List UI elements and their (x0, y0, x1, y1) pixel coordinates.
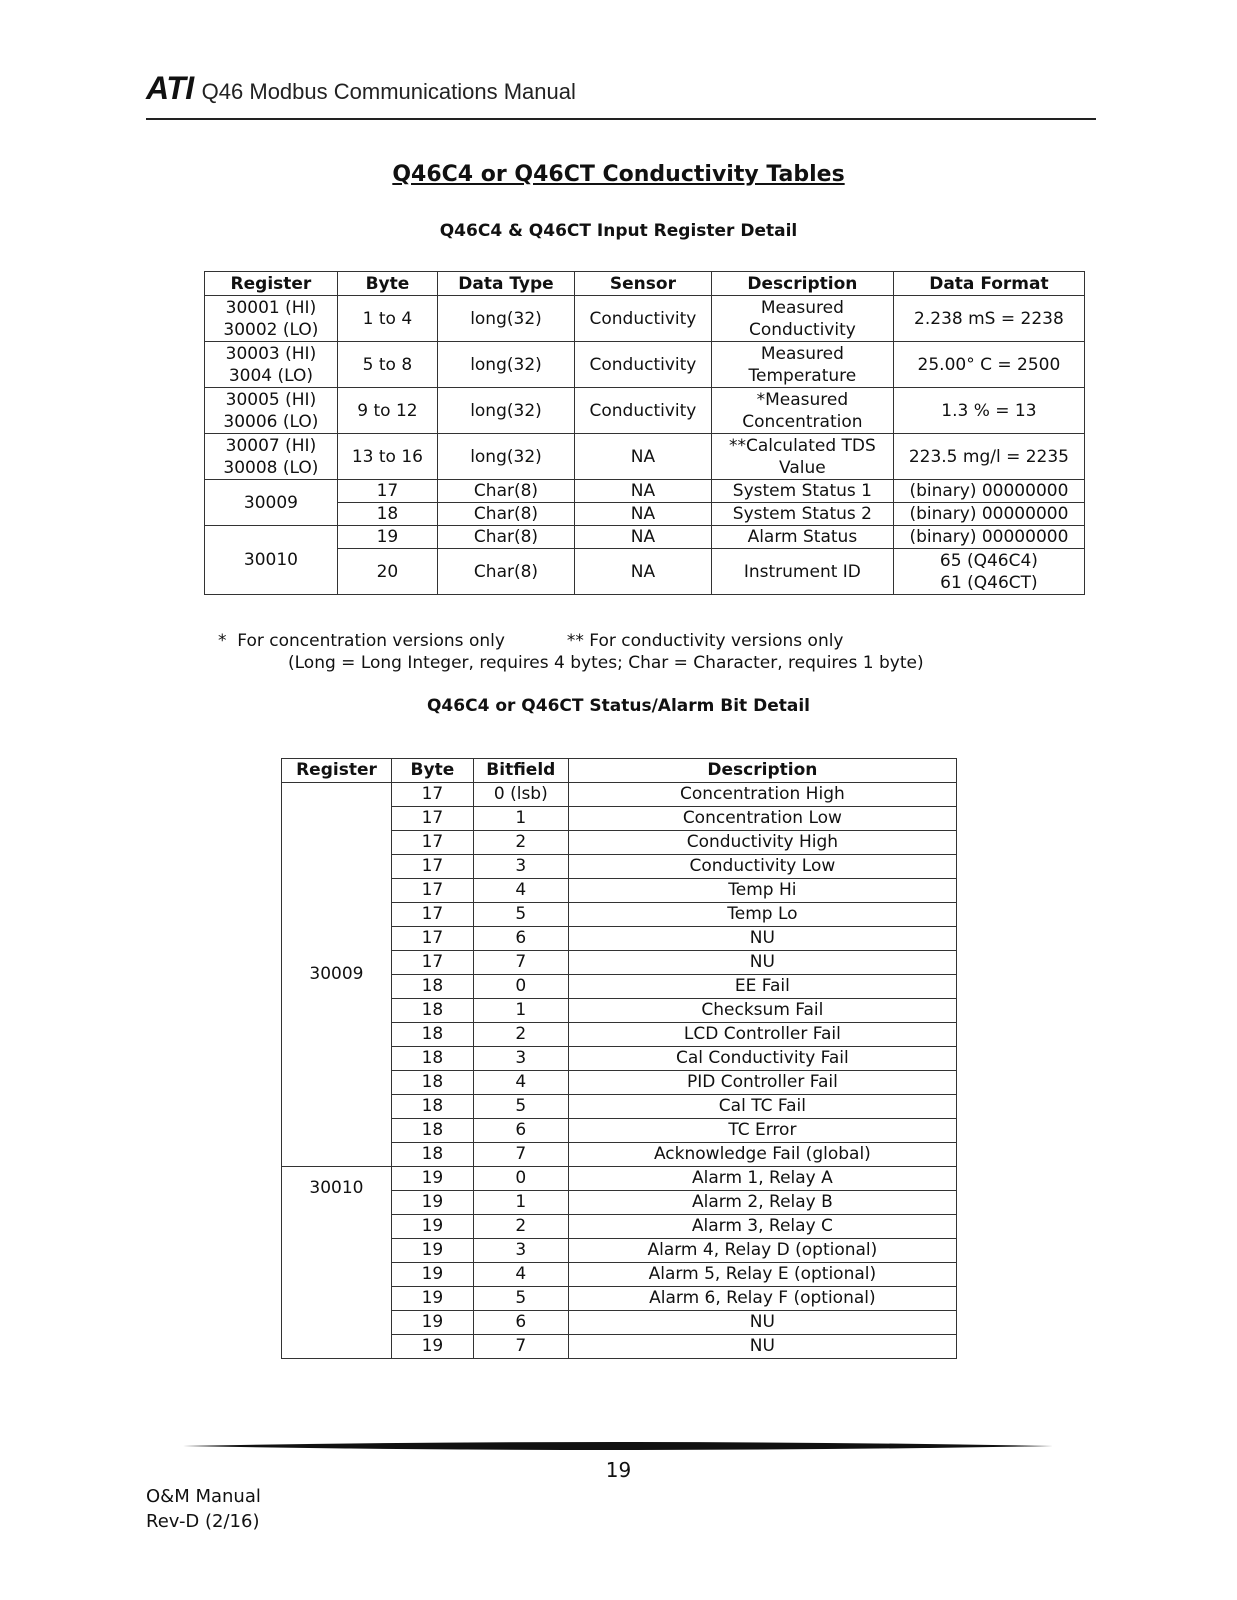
bitfield-cell: 7 (473, 1143, 568, 1167)
bitfield-cell: 3 (473, 1239, 568, 1263)
byte-cell: 18 (337, 503, 437, 526)
table-row (282, 783, 957, 807)
description-cell: Concentration Low (568, 807, 956, 831)
register-cell (205, 296, 338, 342)
column-header: Sensor (574, 272, 711, 296)
byte-cell: 19 (391, 1263, 473, 1287)
byte-cell: 17 (391, 783, 473, 807)
byte-cell: 19 (391, 1167, 473, 1191)
byte-cell: 19 (391, 1239, 473, 1263)
bitfield-cell: 6 (473, 1311, 568, 1335)
column-header: Byte (391, 759, 473, 783)
bitfield-cell: 2 (473, 831, 568, 855)
description-cell: Cal TC Fail (568, 1095, 956, 1119)
byte-cell: 17 (337, 480, 437, 503)
byte-cell: 19 (391, 1215, 473, 1239)
description-cell (711, 342, 893, 388)
register-cell (205, 434, 338, 480)
bitfield-cell: 1 (473, 999, 568, 1023)
description-cell: NU (568, 1335, 956, 1359)
table-row (205, 503, 1085, 526)
byte-cell: 18 (391, 1095, 473, 1119)
sensor-cell: Conductivity (574, 342, 711, 388)
description-cell: Alarm 3, Relay C (568, 1215, 956, 1239)
register-cell (205, 342, 338, 388)
manual-label: O&M Manual (146, 1486, 261, 1507)
table-notes (218, 631, 924, 673)
description-cell: NU (568, 951, 956, 975)
description-cell: Alarm Status (711, 526, 893, 549)
bitfield-cell: 5 (473, 1095, 568, 1119)
format-cell: 223.5 mg/l = 2235 (893, 434, 1084, 480)
description-cell: TC Error (568, 1119, 956, 1143)
description-cell: Conductivity Low (568, 855, 956, 879)
footer-info (146, 1484, 261, 1534)
note-types: (Long = Long Integer, requires 4 bytes; Char = Character, requires 1 byte) (288, 653, 924, 673)
table-row (205, 388, 1085, 434)
byte-cell: 1 to 4 (337, 296, 437, 342)
bitfield-cell: 7 (473, 951, 568, 975)
column-header: Description (711, 272, 893, 296)
byte-cell: 17 (391, 903, 473, 927)
bitfield-cell: 4 (473, 879, 568, 903)
footer-swoosh (183, 1440, 1053, 1452)
description-line: Measured (760, 297, 844, 318)
description-cell: System Status 2 (711, 503, 893, 526)
bitfield-cell: 2 (473, 1215, 568, 1239)
column-header: Data Type (438, 272, 575, 296)
bitfield-cell: 1 (473, 1191, 568, 1215)
column-header: Register (282, 759, 392, 783)
description-cell: System Status 1 (711, 480, 893, 503)
byte-cell: 9 to 12 (337, 388, 437, 434)
sensor-cell: NA (574, 503, 711, 526)
description-cell: Alarm 5, Relay E (optional) (568, 1263, 956, 1287)
register-hi: 30001 (HI) (225, 297, 317, 318)
sensor-cell: NA (574, 526, 711, 549)
table-row (205, 549, 1085, 595)
byte-cell: 18 (391, 1023, 473, 1047)
status-alarm-bit-table (281, 758, 957, 1359)
description-cell: LCD Controller Fail (568, 1023, 956, 1047)
bit-table-caption: Q46C4 or Q46CT Status/Alarm Bit Detail (426, 696, 810, 716)
byte-cell: 19 (391, 1335, 473, 1359)
register-lo: 3004 (LO) (228, 365, 314, 386)
data-type-cell: long(32) (438, 342, 575, 388)
data-type-cell: Char(8) (438, 503, 575, 526)
column-header: Byte (337, 272, 437, 296)
bitfield-cell: 2 (473, 1023, 568, 1047)
table-row (282, 1167, 957, 1191)
description-cell: Concentration High (568, 783, 956, 807)
description-cell: Cal Conductivity Fail (568, 1047, 956, 1071)
description-cell: Instrument ID (711, 549, 893, 595)
byte-cell: 18 (391, 1143, 473, 1167)
table-row (205, 434, 1085, 480)
format-cell: (binary) 00000000 (893, 526, 1084, 549)
description-cell: Temp Hi (568, 879, 956, 903)
data-type-cell: Char(8) (438, 480, 575, 503)
table-row (205, 296, 1085, 342)
sensor-cell: Conductivity (574, 296, 711, 342)
table-row (205, 342, 1085, 388)
format-cell: (binary) 00000000 (893, 503, 1084, 526)
bitfield-cell: 3 (473, 1047, 568, 1071)
input-register-table (204, 271, 1085, 595)
data-type-cell: long(32) (438, 388, 575, 434)
bitfield-cell: 6 (473, 1119, 568, 1143)
description-line: Concentration (742, 411, 863, 432)
bitfield-cell: 7 (473, 1335, 568, 1359)
byte-cell: 19 (391, 1311, 473, 1335)
header-divider (146, 118, 1096, 120)
byte-cell: 19 (391, 1191, 473, 1215)
format-cell: 25.00° C = 2500 (893, 342, 1084, 388)
description-line: Value (779, 457, 826, 478)
register-lo: 30002 (LO) (223, 319, 319, 340)
description-cell: PID Controller Fail (568, 1071, 956, 1095)
byte-cell: 17 (391, 855, 473, 879)
description-cell: Alarm 6, Relay F (optional) (568, 1287, 956, 1311)
table-header-row (205, 272, 1085, 296)
description-line: Measured (760, 343, 844, 364)
bitfield-cell: 5 (473, 1287, 568, 1311)
bitfield-cell: 4 (473, 1071, 568, 1095)
page-number: 19 (605, 1458, 632, 1482)
data-type-cell: Char(8) (438, 549, 575, 595)
description-cell: EE Fail (568, 975, 956, 999)
byte-cell: 5 to 8 (337, 342, 437, 388)
byte-cell: 18 (391, 999, 473, 1023)
description-line: **Calculated TDS (728, 435, 876, 456)
description-cell: Acknowledge Fail (global) (568, 1143, 956, 1167)
description-cell: Alarm 2, Relay B (568, 1191, 956, 1215)
byte-cell: 17 (391, 879, 473, 903)
register-hi: 30003 (HI) (225, 343, 317, 364)
register-cell: 30009 (205, 480, 338, 526)
bitfield-cell: 1 (473, 807, 568, 831)
description-cell: NU (568, 927, 956, 951)
byte-cell: 13 to 16 (337, 434, 437, 480)
sensor-cell: NA (574, 480, 711, 503)
byte-cell: 19 (337, 526, 437, 549)
byte-cell: 18 (391, 1047, 473, 1071)
description-cell: Conductivity High (568, 831, 956, 855)
register-lo: 30008 (LO) (223, 457, 319, 478)
input-table-caption: Q46C4 & Q46CT Input Register Detail (439, 221, 798, 241)
format-cell: 2.238 mS = 2238 (893, 296, 1084, 342)
register-cell: 30010 (282, 1167, 392, 1359)
format-cell: (binary) 00000000 (893, 480, 1084, 503)
bitfield-cell: 0 (lsb) (473, 783, 568, 807)
description-line: *Measured (756, 389, 849, 410)
table-header-row (282, 759, 957, 783)
byte-cell: 18 (391, 1071, 473, 1095)
description-cell (711, 388, 893, 434)
bitfield-cell: 6 (473, 927, 568, 951)
byte-cell: 20 (337, 549, 437, 595)
byte-cell: 17 (391, 951, 473, 975)
bitfield-cell: 5 (473, 903, 568, 927)
data-type-cell: long(32) (438, 296, 575, 342)
register-lo: 30006 (LO) (223, 411, 319, 432)
bitfield-cell: 3 (473, 855, 568, 879)
description-cell: Checksum Fail (568, 999, 956, 1023)
description-cell: NU (568, 1311, 956, 1335)
column-header: Data Format (893, 272, 1084, 296)
bitfield-cell: 4 (473, 1263, 568, 1287)
column-header: Bitfield (473, 759, 568, 783)
brand-logo: ATI (146, 70, 194, 106)
byte-cell: 17 (391, 807, 473, 831)
table-row (205, 480, 1085, 503)
format-line: 61 (Q46CT) (940, 572, 1038, 593)
table-row (205, 526, 1085, 549)
description-cell (711, 434, 893, 480)
note-concentration: * For concentration versions only (218, 631, 505, 651)
description-cell: Alarm 1, Relay A (568, 1167, 956, 1191)
description-line: Conductivity (748, 319, 856, 340)
register-hi: 30007 (HI) (225, 435, 317, 456)
register-cell: 30009 (282, 783, 392, 1167)
data-type-cell: Char(8) (438, 526, 575, 549)
format-line: 65 (Q46C4) (939, 550, 1038, 571)
description-cell (711, 296, 893, 342)
data-type-cell: long(32) (438, 434, 575, 480)
sensor-cell: NA (574, 549, 711, 595)
description-cell: Temp Lo (568, 903, 956, 927)
sensor-cell: Conductivity (574, 388, 711, 434)
bitfield-cell: 0 (473, 975, 568, 999)
byte-cell: 19 (391, 1287, 473, 1311)
description-line: Temperature (748, 365, 857, 386)
byte-cell: 17 (391, 927, 473, 951)
column-header: Description (568, 759, 956, 783)
bitfield-cell: 0 (473, 1167, 568, 1191)
sensor-cell: NA (574, 434, 711, 480)
format-cell (893, 549, 1084, 595)
page-header (146, 70, 1096, 107)
register-hi: 30005 (HI) (225, 389, 317, 410)
register-cell: 30010 (205, 526, 338, 595)
description-cell: Alarm 4, Relay D (optional) (568, 1239, 956, 1263)
column-header: Register (205, 272, 338, 296)
format-cell: 1.3 % = 13 (893, 388, 1084, 434)
byte-cell: 18 (391, 975, 473, 999)
document-title: Q46 Modbus Communications Manual (201, 79, 576, 104)
byte-cell: 18 (391, 1119, 473, 1143)
revision-label: Rev-D (2/16) (146, 1511, 260, 1532)
register-cell (205, 388, 338, 434)
byte-cell: 17 (391, 831, 473, 855)
section-title: Q46C4 or Q46CT Conductivity Tables (392, 162, 845, 187)
note-conductivity: ** For conductivity versions only (566, 631, 844, 651)
